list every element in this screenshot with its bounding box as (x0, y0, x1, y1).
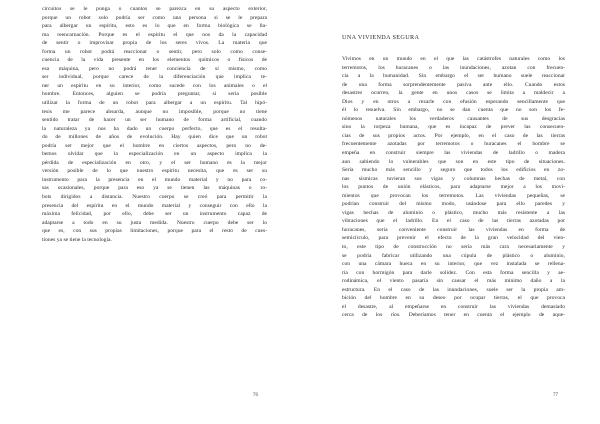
right-line: se podría fabricar utilizando una cúpula de plástico o aluminio, (342, 252, 565, 259)
left-line: circuitos se le ponga o cuantos se parezca en su aspecto exterior, (42, 6, 267, 12)
right-line: sino la torpeza humana, que es incapaz de prever las consecuen- (342, 124, 565, 131)
left-line: máxima felicidad, por ello, debe ser un instrumento capaz de (42, 211, 267, 218)
left-line: pérdida de especialización en otro, y el ser humano es la mejor (42, 159, 267, 166)
left-line: podría ser mejor que el hombre en ciertos aspectos, pero no de- (42, 142, 267, 149)
right-line: estructura. En el caso de las inundaciones, suele ser la propia am- (342, 286, 565, 293)
left-line: versión posible de lo que nuestro espíritu necesita, que es ser su (42, 168, 267, 175)
left-line: bots dirigidos a distancia. Nuestro cuerpo se creó para permitir la (42, 194, 267, 201)
right-line: él lo resuelva. Sin embargo, no se dan cuenta que no son los fe- (342, 107, 565, 114)
left-line: ser individual, porque carece de la diferenciación que implica te- (42, 74, 267, 81)
left-line: ma reencarnación. Porque es el espíritu el que nos da la capacidad (42, 31, 267, 38)
right-line: aun sabiendo lo vulnerables que son en este tipo de situaciones. (342, 158, 565, 165)
left-line: adaptarse a todo en su justa medida. Nuestro cuerpo debe ser lo (42, 219, 267, 226)
right-line: huracanes, sería conveniente construir las viviendas en forma de (342, 226, 565, 233)
right-line: ría con hormigón para darle solidez. Con esta forma sencilla y ae- (342, 269, 565, 276)
right-line: semicírculo, para prevenir el efecto de la gran velocidad del vien- (342, 235, 565, 242)
right-page-body (342, 55, 565, 320)
right-page (300, 0, 600, 424)
left-line: esa máquina, pero no podrá tener conciencia de sí mismo, como (42, 65, 267, 72)
right-line: cias de sus propios actos. Por ejemplo, en el caso de las tierras (342, 132, 565, 139)
right-line: los puntos de unión elásticos, para adaptarse mejor a los movi- (342, 184, 565, 191)
left-line: que es, con sus propias limitaciones, porque para el resto de cues- (42, 228, 267, 235)
right-line: Dios y en otros a rezarle con efusión esperando sencillamente que (342, 98, 565, 105)
left-line: do de millones de años de evolución. Hay quien dice que un robot (42, 134, 267, 141)
right-line: bición del hombre en su deseo por ocupar tierras, el que provoca (342, 295, 565, 302)
left-line: instrumento para la presencia en el mundo material y no para co- (42, 176, 267, 183)
right-line: nas sísmicas tuvieran sus vigas y columnas hechas de metal, con (342, 175, 565, 182)
page-number: 76 (253, 393, 258, 398)
right-line: to, este tipo de construcción no sería más cara necesariamente y (342, 244, 565, 251)
right-line: vibraciones que el ladrillo. En el caso de las tierras azotadas por (342, 218, 565, 225)
right-line: frecuentemente azotadas por terremotos o huracanes el hombre se (342, 141, 565, 148)
section-title: UNA VIVIENDA SEGURA (342, 34, 420, 41)
left-line: sentido tratar de hacer un ser humano de forma artificial, cuando (42, 117, 267, 124)
left-line: forma un robot podrá reaccionar o sentir, pero solo como conse- (42, 48, 267, 55)
left-line: porque un robot solo podría ser como una persona si se le prepara (42, 14, 267, 21)
right-line: cia a la humanidad. Sin embargo el ser humano suele reaccionar (342, 73, 565, 80)
right-line: mientos que provocan los terremotos. Las viviendas pequeñas, se (342, 192, 565, 199)
right-line: terremotos, los huracanes o las inundaciones, azotan con frecuen- (342, 64, 565, 71)
right-line: rodinámica, el viento pasaría sin causar el más mínimo daño a la (342, 278, 565, 285)
right-line: de una forma sorprendentemente pasiva ante ello. Cuando estos (342, 81, 565, 88)
left-line: la naturaleza ya nos ha dado un cuerpo perfecto, que es el resulta- (42, 125, 267, 132)
right-line: podrían construir del mismo modo, usándose para ello paredes y (342, 201, 565, 208)
left-line: cuencia de la vida presente en los elementos químicos o físicos de (42, 57, 267, 64)
right-line: cerca de los ríos. Deberíamos tener en cuenta el ejemplo de aque- (342, 312, 565, 319)
left-line: para albergar un espíritu, esto es lo que en forma biológica se lla- (42, 23, 267, 30)
right-line: Sería mucho más sencillo y seguro que todos los edificios en zo- (342, 167, 565, 174)
right-line: empeña en construir siempre las viviendas de ladrillo o madera (342, 150, 565, 157)
left-line: tesis me parece absurda, aunque no imposible, porque no tiene (42, 108, 267, 115)
left-line: de sentir o improvisar propia de los seres vivos. La materia que (42, 40, 267, 47)
left-line: tiones ya se tiene la tecnología. (42, 236, 112, 243)
left-line: hombre. Entonces, alguien se podría preguntar, si sería posible (42, 91, 267, 98)
right-line: nómenos naturales los verdaderos causantes de sus desgracias (342, 115, 565, 122)
left-line: utilizar la forma de un robot para albergar a un espíritu. Tal hipó- (42, 100, 267, 107)
right-line: con una cámara hueca en su interior, que vez instalada se rellena- (342, 261, 565, 268)
right-line: Vivimos en un mundo en el que las catástrofes naturales como los (342, 56, 565, 62)
right-line: desastres ocurren, la gente en unos casos se limita a maldecir a (342, 90, 565, 97)
right-line: el desastre, al empeñarse en construir las viviendas demasiado (342, 303, 565, 310)
left-line: bemos olvidar que la especialización en un aspecto implica la (42, 151, 267, 158)
left-line: presencia del espíritu en el mundo material y conseguir con ello la (42, 202, 267, 209)
left-line: ner un espíritu en su interior, como sucede con los animales o el (42, 82, 267, 89)
left-page-body (42, 5, 267, 244)
right-line: vigas hechas de aluminio o plástico, mucho más resistente a las (342, 209, 565, 216)
left-line: sas ocasionales, porque para eso ya se tienen las máquinas o ro- (42, 185, 267, 192)
page-number: 77 (553, 393, 558, 398)
